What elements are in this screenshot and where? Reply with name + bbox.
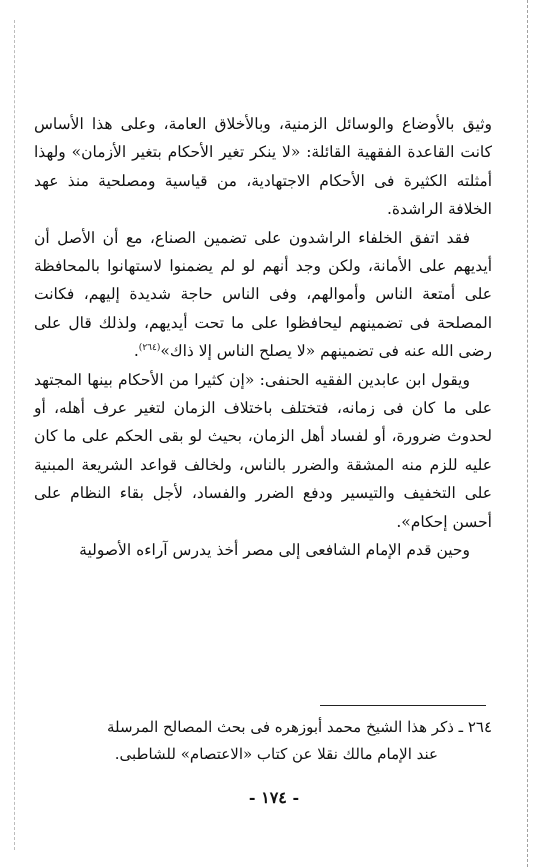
paragraph-2-text: فقد اتفق الخلفاء الراشدون على تضمين الصناع، مع أن الأصل أن أيديهم على الأمانة، ولكن وجد أنهم لو لم يضمنوا لاستهانوا بالمحافظة على أمتعة الناس وأموالهم، وفى الناس حاجة شديدة إليهم، فكانت المصلحة فى تضمينهم ليحافظوا على ما تحت أيديهم، ولذلك قال على رضى الله عنه فى تضمينهم «لا يصلح الناس إلا ذاك» [34,228,492,361]
footnote-line-1: ٢٦٤ ـ ذكر هذا الشيخ محمد أبوزهره فى بحث المصالح المرسلة [106,718,492,736]
paragraph-2-end: . [133,342,139,361]
page-number: - ١٧٤ - [248,788,300,807]
paragraph-4: وحين قدم الإمام الشافعى إلى مصر أخذ يدرس آراءه الأصولية [79,541,470,560]
footnote-reference: (٢٦٤) [138,343,161,354]
paragraph-3: ويقول ابن عابدين الفقيه الحنفى: «إن كثيرا من الأحكام بينها المجتهد على ما كان فى زمانه، فتختلف باختلاف الزمان لتغير عرف أهله، أو لحدوث ضرورة، أو لفساد أهل الزمان، بحيث لو بقى الحكم على ما كان عليه للزم منه المشقة والضرر بالناس، ولخالف قواعد الشريعة المبنية على التخفيف والتيسير ودفع الضرر والفساد، لأجل بقاء النظام على أحسن إحكام». [34,370,492,531]
footnote-line-2: عند الإمام مالك نقلا عن كتاب «الاعتصام» للشاطبى. [114,745,438,763]
page-edge-right [527,0,528,867]
paragraph-1: وثيق بالأوضاع والوسائل الزمنية، وبالأخلاق العامة، وعلى هذا الأساس كانت القاعدة الفقهية القائلة: «لا ينكر تغير الأحكام بتغير الأزمان» ولهذا أمثلته الكثيرة فى الأحكام الاجتهادية، من قياسية ومصلحية منذ عهد الخلافة الراشدة. [34,115,493,219]
body-text [34,110,492,565]
footnote-separator [320,705,486,706]
page-edge-left [14,20,15,850]
footnote [34,714,492,768]
paragraph-2 [34,224,492,366]
